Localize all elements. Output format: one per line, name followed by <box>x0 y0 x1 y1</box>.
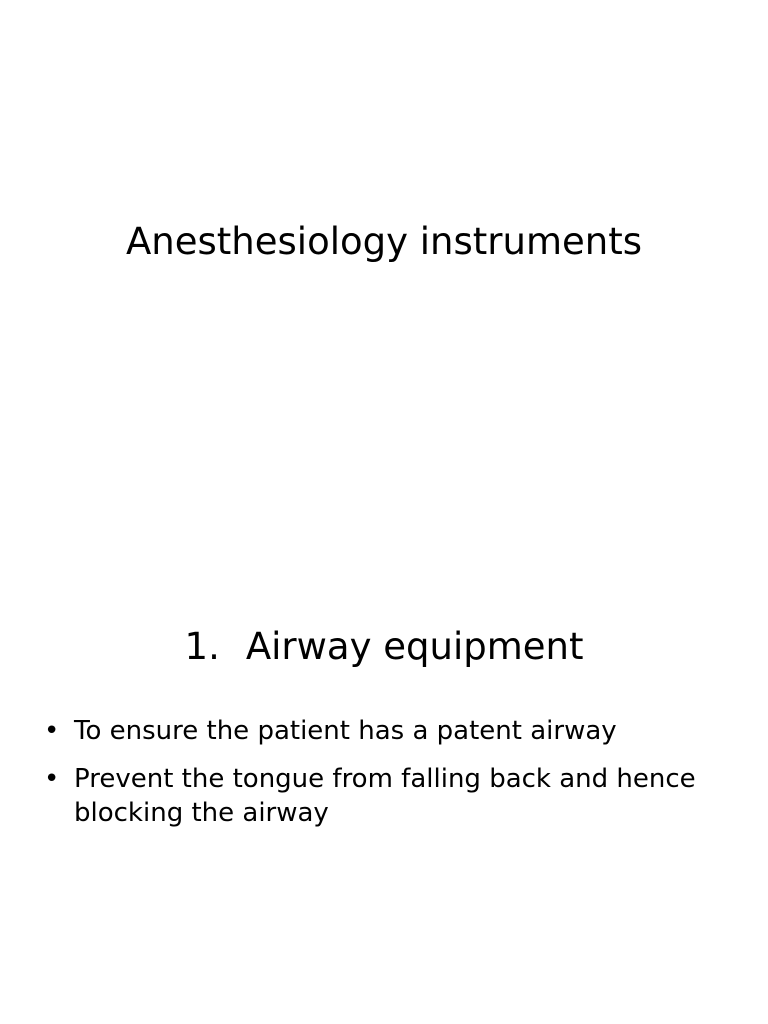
bullet-item <box>40 762 720 830</box>
bullet-item <box>40 714 720 748</box>
bullet-icon: • <box>44 764 60 794</box>
bullet-text: Prevent the tongue from falling back and hence blocking the airway <box>74 764 696 828</box>
bullet-text: To ensure the patient has a patent airway <box>74 716 617 746</box>
slide-title: Anesthesiology instruments <box>126 220 642 263</box>
bullet-icon: • <box>44 716 60 746</box>
bullet-list <box>40 714 720 844</box>
heading-text: Airway equipment <box>245 625 584 668</box>
heading-number: 1. <box>184 625 220 668</box>
slide-2 <box>0 512 768 1024</box>
section-heading <box>0 622 768 672</box>
